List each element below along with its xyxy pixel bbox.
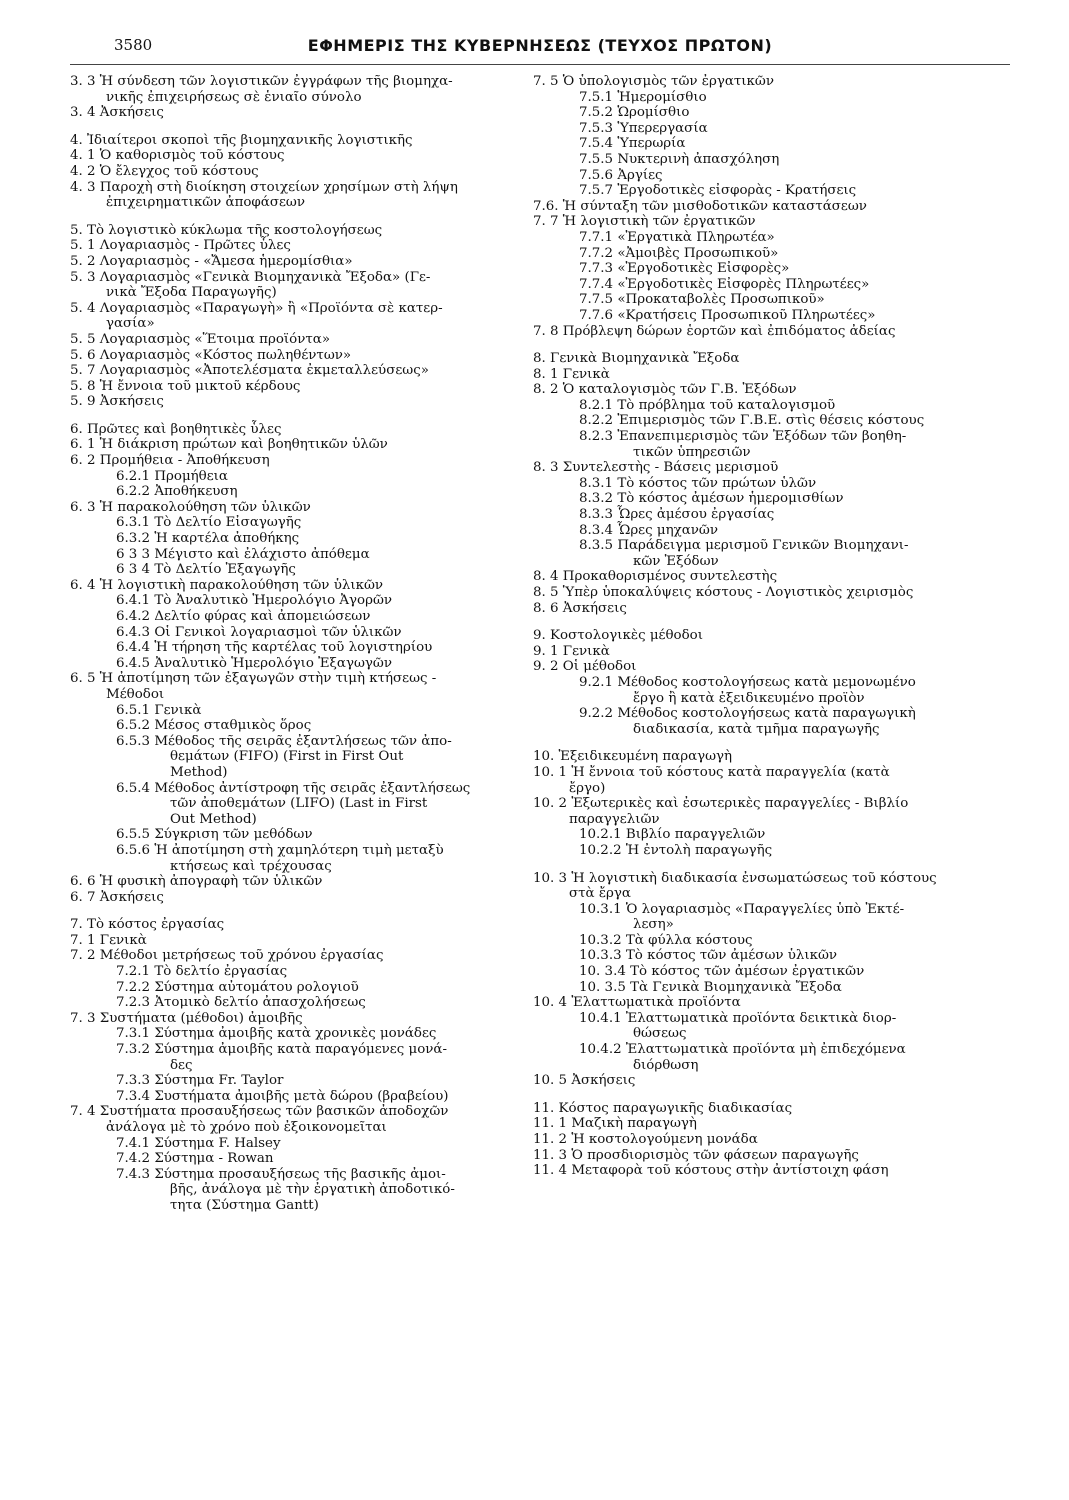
toc-subentry: 6.5.2 Μέσος σταθμικὸς ὅρος — [116, 718, 312, 734]
section-gap — [533, 1089, 963, 1101]
toc-subentry: 7.7.1 «Ἐργατικὰ Πληρωτέα» — [579, 229, 775, 245]
toc-entry: 3. 4 Ἀσκήσεις — [70, 105, 164, 121]
toc-entry-continuation: λεση» — [633, 917, 674, 933]
toc-entry-continuation: νικὰ Ἔξοδα Παραγωγῆς) — [106, 285, 277, 301]
toc-entry-continuation: κῶν Ἐξόδων — [633, 553, 719, 569]
toc-entry: 5. 9 Ἀσκήσεις — [70, 394, 164, 410]
toc-subentry: 10. 3.4 Τὸ κόστος τῶν ἀμέσων ἐργατικῶν — [579, 964, 865, 980]
toc-entry: 9. Κοστολογικὲς μέθοδοι — [533, 628, 703, 644]
toc-entry: 8. 1 Γενικὰ — [533, 366, 610, 382]
toc-subentry: 7.4.1 Σύστημα F. Halsey — [116, 1135, 281, 1151]
toc-entry: 5. 5 Λογαριασμὸς «Ἕτοιμα προϊόντα» — [70, 331, 331, 347]
toc-entry: 6. 4 Ἡ λογιστικὴ παρακολούθηση τῶν ὑλικῶν — [70, 577, 384, 593]
toc-entry: 5. 3 Λογαριασμὸς «Γενικὰ Βιομηχανικὰ Ἔξοδα» (Γε- — [70, 269, 431, 285]
toc-entry: 8. 3 Συντελεστὴς - Βάσεις μερισμοῦ — [533, 460, 779, 476]
toc-entry-continuation: γασία» — [106, 316, 155, 332]
toc-entry: 9. 1 Γενικὰ — [533, 643, 610, 659]
toc-subentry: 7.3.3 Σύστημα Fr. Taylor — [116, 1073, 284, 1089]
toc-subentry: 7.5.4 Ὑπερωρία — [579, 136, 686, 152]
toc-entry: 4. 1 Ὁ καθορισμὸς τοῦ κόστους — [70, 148, 285, 164]
toc-subentry: 6.4.3 Οἱ Γενικοὶ λογαριασμοὶ τῶν ὑλικῶν — [116, 624, 402, 640]
toc-subentry: 7.7.2 «Ἀμοιβὲς Προσωπικοῦ» — [579, 245, 779, 261]
toc-subentry: 6.5.6 Ἡ ἀποτίμηση στὴ χαμηλότερη τιμὴ μεταξὺ — [116, 842, 444, 858]
page-number: 3580 — [114, 36, 153, 54]
toc-subentry: 6.2.2 Ἀποθήκευση — [116, 484, 238, 500]
toc-entry: 10. 5 Ἀσκήσεις — [533, 1073, 636, 1089]
toc-subentry: 7.7.4 «Ἐργοδοτικὲς Εἰσφορὲς Πληρωτέες» — [579, 276, 870, 292]
toc-subentry: 6.5.3 Μέθοδος τῆς σειρᾶς ἐξαντλήσεως τῶν ἀπο- — [116, 733, 452, 749]
toc-entry: 10. 3 Ἡ λογιστικὴ διαδικασία ἐνσωματώσεως τοῦ κόστους — [533, 870, 937, 886]
toc-subentry: 10.2.1 Βιβλίο παραγγελιῶν — [579, 827, 766, 843]
section-gap — [533, 737, 963, 749]
toc-subentry: 8.2.3 Ἐπανεπιμερισμὸς τῶν Ἐξόδων τῶν βοηθη- — [579, 429, 907, 445]
toc-entry: 7. 5 Ὁ ὑπολογισμὸς τῶν ἐργατικῶν — [533, 74, 774, 89]
page-header — [70, 36, 1010, 62]
toc-entry: 4. 3 Παροχὴ στὴ διοίκηση στοιχείων χρησίμων στὴ λήψη — [70, 179, 458, 195]
toc-subentry: 6.4.2 Δελτίο φύρας καὶ ἀπομειώσεων — [116, 609, 371, 624]
toc-subentry: 10.2.2 Ἡ ἐντολὴ παραγωγῆς — [579, 842, 773, 858]
toc-entry-continuation: νικῆς ἐπιχειρήσεως σὲ ἑνιαῖο σύνολο — [106, 89, 362, 105]
toc-entry: 3. 3 Ἡ σύνδεση τῶν λογιστικῶν ἐγγράφων τῆς βιομηχα- — [70, 74, 453, 89]
toc-entry: 5. Τὸ λογιστικὸ κύκλωμα τῆς κοστολογήσεως — [70, 222, 383, 238]
toc-subentry: 10.3.2 Τὰ φύλλα κόστους — [579, 932, 753, 948]
toc-subentry: 7.5.5 Νυκτερινὴ ἀπασχόληση — [579, 151, 780, 167]
toc-entry: 7.6. Ἡ σύνταξη τῶν μισθοδοτικῶν καταστάσεων — [533, 198, 867, 214]
toc-entry: 8. 5 Ὑπὲρ ὑποκαλύψεις κόστους - Λογιστικὸς χειρισμὸς — [533, 585, 914, 600]
toc-subentry: 7.5.3 Ὑπερεργασία — [579, 120, 708, 136]
toc-entry: 5. 6 Λογαριασμὸς «Κόστος πωληθέντων» — [70, 347, 352, 363]
toc-subentry: 10.3.1 Ὁ λογαριασμὸς «Παραγγελίες ὑπὸ Ἐκτέ- — [579, 901, 905, 917]
toc-subentry: 8.3.1 Τὸ κόστος τῶν πρώτων ὑλῶν — [579, 475, 817, 491]
toc-entry-continuation: βῆς, ἀνάλογα μὲ τὴν ἐργατικὴ ἀποδοτικό- — [170, 1182, 455, 1198]
toc-entry-continuation: Method) — [170, 764, 228, 780]
toc-entry: 6. 5 Ἡ ἀποτίμηση τῶν ἐξαγωγῶν στὴν τιμὴ κτήσεως - — [70, 671, 437, 687]
toc-entry: 7. 8 Πρόβλεψη δώρων ἑορτῶν καὶ ἐπιδόματος ἀδείας — [533, 323, 896, 339]
toc-entry-continuation: στὰ ἔργα — [569, 886, 631, 902]
section-gap — [533, 339, 963, 351]
toc-subentry: 7.7.5 «Προκαταβολὲς Προσωπικοῦ» — [579, 292, 825, 308]
toc-subentry: 7.7.6 «Κρατήσεις Προσωπικοῦ Πληρωτέες» — [579, 307, 876, 323]
toc-entry-continuation: Μέθοδοι — [106, 686, 165, 702]
toc-entry: 11. 4 Μεταφορὰ τοῦ κόστους στὴν ἀντίστοιχη φάση — [533, 1163, 889, 1179]
toc-entry: 10. 4 Ἐλαττωματικὰ προϊόντα — [533, 995, 741, 1011]
toc-subentry: 6 3 3 Μέγιστο καὶ ἐλάχιστο ἀπόθεμα — [116, 546, 370, 562]
toc-subentry: 10.4.1 Ἐλαττωματικὰ προϊόντα δεικτικὰ διορ- — [579, 1010, 897, 1026]
toc-entry: 4. 2 Ὁ ἔλεγχος τοῦ κόστους — [70, 163, 259, 179]
toc-subentry: 6.4.4 Ἡ τήρηση τῆς καρτέλας τοῦ λογιστηρίου — [116, 640, 433, 656]
toc-entry: 8. Γενικὰ Βιομηχανικὰ Ἔξοδα — [533, 351, 740, 367]
toc-entry-continuation: ἔργο ἢ κατὰ ἐξειδικευμένο προϊὸν — [633, 690, 865, 706]
toc-entry: 11. 3 Ὁ προσδιορισμὸς τῶν φάσεων παραγωγῆς — [533, 1147, 859, 1163]
toc-subentry: 6.3.2 Ἡ καρτέλα ἀποθήκης — [116, 531, 300, 547]
toc-subentry: 8.2.1 Τὸ πρόβλημα τοῦ καταλογισμοῦ — [579, 397, 836, 413]
right-column — [533, 74, 963, 1179]
toc-subentry: 7.5.1 Ἡμερομίσθιο — [579, 89, 707, 105]
toc-subentry: 6.5.5 Σύγκριση τῶν μεθόδων — [116, 827, 313, 843]
toc-entry: 11. 1 Μαζικὴ παραγωγὴ — [533, 1116, 697, 1132]
toc-entry: 5. 2 Λογαριασμὸς - «Ἄμεσα ἡμερομίσθια» — [70, 253, 353, 269]
toc-subentry: 10.3.3 Τὸ κόστος τῶν ἀμέσων ὑλικῶν — [579, 948, 838, 964]
toc-entry: 9. 2 Οἱ μέθοδοι — [533, 659, 637, 675]
left-column — [70, 74, 540, 1214]
toc-subentry: 7.5.2 Ὡρομίσθιο — [579, 105, 690, 121]
toc-subentry: 7.3.1 Σύστημα ἀμοιβῆς κατὰ χρονικὲς μονάδες — [116, 1026, 437, 1042]
toc-entry-continuation: τῶν ἀποθεμάτων (LIFO) (Last in First — [170, 796, 428, 812]
toc-subentry: 6.2.1 Προμήθεια — [116, 468, 228, 484]
toc-entry: 7. 2 Μέθοδοι μετρήσεως τοῦ χρόνου ἐργασίας — [70, 948, 384, 964]
toc-entry-continuation: ἐπιχειρηματικῶν ἀποφάσεων — [106, 195, 305, 211]
toc-entry-continuation: Out Method) — [170, 811, 257, 827]
section-gap — [70, 121, 540, 133]
toc-entry: 6. Πρῶτες καὶ βοηθητικὲς ὗλες — [70, 421, 282, 437]
toc-subentry: 6.3.1 Τὸ Δελτίο Εἰσαγωγῆς — [116, 515, 302, 531]
toc-subentry: 7.4.2 Σύστημα - Rowan — [116, 1151, 274, 1167]
toc-entry: 10. 1 Ἡ ἔννοια τοῦ κόστους κατὰ παραγγελία (κατὰ — [533, 764, 890, 780]
section-gap — [533, 859, 963, 871]
toc-subentry: 6.4.1 Τὸ Ἀναλυτικὸ Ἡμερολόγιο Ἀγορῶν — [116, 593, 393, 609]
toc-subentry: 8.3.5 Παράδειγμα μερισμοῦ Γενικῶν Βιομηχανι- — [579, 538, 909, 554]
toc-entry: 10. Ἐξειδικευμένη παραγωγὴ — [533, 749, 733, 765]
toc-entry-continuation: κτήσεως καὶ τρέχουσας — [170, 858, 332, 874]
toc-entry: 8. 2 Ὁ καταλογισμὸς τῶν Γ.Β. Ἐξόδων — [533, 382, 797, 398]
toc-entry-continuation: διαδικασία, κατὰ τμῆμα παραγωγῆς — [633, 721, 880, 737]
toc-entry: 7. 7 Ἡ λογιστικὴ τῶν ἐργατικῶν — [533, 214, 756, 230]
toc-entry: 7. Τὸ κόστος ἐργασίας — [70, 917, 225, 933]
toc-subentry: 10.4.2 Ἐλαττωματικὰ προϊόντα μὴ ἐπιδεχόμενα — [579, 1042, 906, 1058]
toc-entry: 8. 6 Ἀσκήσεις — [533, 600, 627, 616]
toc-entry: 7. 4 Συστήματα προσαυξήσεως τῶν βασικῶν ἀποδοχῶν — [70, 1104, 449, 1120]
toc-subentry: 7.3.4 Συστήματα ἀμοιβῆς μετὰ δώρου (βραβείου) — [116, 1088, 449, 1104]
toc-entry-continuation: δες — [170, 1057, 193, 1073]
toc-subentry: 7.2.2 Σύστημα αὐτομάτου ρολογιοῦ — [116, 979, 359, 995]
toc-entry: 5. 7 Λογαριασμὸς «Ἀποτελέσματα ἐκμεταλλεύσεως» — [70, 363, 429, 379]
toc-subentry: 8.3.3 Ὧρες ἀμέσου ἐργασίας — [579, 507, 775, 523]
toc-entry-continuation: ἀνάλογα μὲ τὸ χρόνο ποὺ ἐξοικονομεῖται — [106, 1120, 387, 1135]
toc-entry: 6. 3 Ἡ παρακολούθηση τῶν ὑλικῶν — [70, 499, 311, 515]
toc-subentry: 9.2.1 Μέθοδος κοστολογήσεως κατὰ μεμονωμένο — [579, 674, 916, 690]
toc-entry-continuation: τικῶν ὑπηρεσιῶν — [633, 444, 751, 460]
toc-subentry: 6.5.4 Μέθοδος ἀντίστροφη τῆς σειρᾶς ἐξαντλήσεως — [116, 780, 471, 796]
header-rule — [70, 64, 1010, 65]
toc-subentry: 9.2.2 Μέθοδος κοστολογήσεως κατὰ παραγωγικὴ — [579, 706, 916, 722]
toc-subentry: 6.5.1 Γενικὰ — [116, 702, 202, 718]
section-gap — [70, 211, 540, 223]
toc-subentry: 7.5.7 Ἐργοδοτικὲς εἰσφορὰς - Κρατήσεις — [579, 183, 857, 199]
toc-entry-continuation: διόρθωση — [633, 1057, 699, 1073]
toc-entry: 11. Κόστος παραγωγικῆς διαδικασίας — [533, 1100, 793, 1116]
toc-entry: 7. 1 Γενικὰ — [70, 932, 147, 948]
toc-entry-continuation: ἔργο) — [569, 780, 606, 796]
toc-entry: 5. 8 Ἡ ἔννοια τοῦ μικτοῦ κέρδους — [70, 378, 301, 394]
toc-entry: 6. 7 Ἀσκήσεις — [70, 889, 164, 905]
toc-entry: 10. 2 Ἐξωτερικὲς καὶ ἐσωτερικὲς παραγγελίες - Βιβλίο — [533, 796, 909, 812]
toc-entry: 6. 6 Ἡ φυσικὴ ἀπογραφὴ τῶν ὑλικῶν — [70, 874, 323, 890]
toc-entry: 8. 4 Προκαθορισμένος συντελεστὴς — [533, 569, 778, 585]
toc-entry-continuation: θώσεως — [633, 1026, 687, 1042]
toc-subentry: 7.2.1 Τὸ δελτίο ἐργασίας — [116, 964, 288, 980]
toc-entry-continuation: θεμάτων (FIFO) (First in First Out — [170, 749, 404, 765]
toc-entry: 4. Ἰδιαίτεροι σκοποὶ τῆς βιομηχανικῆς λογιστικῆς — [70, 132, 413, 148]
toc-entry: 5. 1 Λογαριασμὸς - Πρῶτες ὗλες — [70, 238, 291, 254]
section-gap — [70, 410, 540, 422]
toc-subentry: 10. 3.5 Τὰ Γενικὰ Βιομηχανικὰ Ἔξοδα — [579, 979, 842, 995]
toc-entry-continuation: παραγγελιῶν — [569, 811, 660, 827]
toc-entry: 6. 1 Ἡ διάκριση πρώτων καὶ βοηθητικῶν ὑλῶν — [70, 437, 388, 453]
toc-entry-continuation: τητα (Σύστημα Gantt) — [170, 1197, 319, 1213]
toc-entry: 5. 4 Λογαριασμὸς «Παραγωγὴ» ἢ «Προϊόντα σὲ κατερ- — [70, 300, 443, 316]
running-title: ΕΦΗΜΕΡΙΣ ΤΗΣ ΚΥΒΕΡΝΗΣΕΩΣ (ΤΕΥΧΟΣ ΠΡΩΤΟΝ) — [307, 36, 773, 55]
toc-subentry: 7.3.2 Σύστημα ἀμοιβῆς κατὰ παραγόμενες μονά- — [116, 1042, 447, 1058]
toc-subentry: 6.4.5 Ἀναλυτικὸ Ἡμερολόγιο Ἐξαγωγῶν — [116, 655, 392, 671]
toc-subentry: 7.2.3 Ἀτομικὸ δελτίο ἀπασχολήσεως — [116, 995, 366, 1011]
toc-subentry: 7.7.3 «Ἐργοδοτικὲς Εἰσφορὲς» — [579, 261, 790, 277]
toc-subentry: 8.2.2 Ἐπιμερισμὸς τῶν Γ.Β.Ε. στὶς θέσεις κόστους — [579, 413, 925, 429]
toc-entry: 11. 2 Ἡ κοστολογούμενη μονάδα — [533, 1132, 758, 1147]
toc-subentry: 7.5.6 Ἀργίες — [579, 167, 663, 183]
toc-subentry: 8.3.2 Τὸ κόστος ἀμέσων ἡμερομισθίων — [579, 491, 844, 507]
toc-subentry: 7.4.3 Σύστημα προσαυξήσεως τῆς βασικῆς ἀμοι- — [116, 1166, 446, 1182]
toc-entry: 7. 3 Συστήματα (μέθοδοι) ἀμοιβῆς — [70, 1010, 303, 1026]
toc-entry: 6. 2 Προμήθεια - Ἀποθήκευση — [70, 453, 270, 469]
toc-subentry: 6 3 4 Τὸ Δελτίο Ἐξαγωγῆς — [116, 562, 296, 578]
section-gap — [533, 616, 963, 628]
section-gap — [70, 905, 540, 917]
toc-subentry: 8.3.4 Ὧρες μηχανῶν — [579, 522, 718, 538]
